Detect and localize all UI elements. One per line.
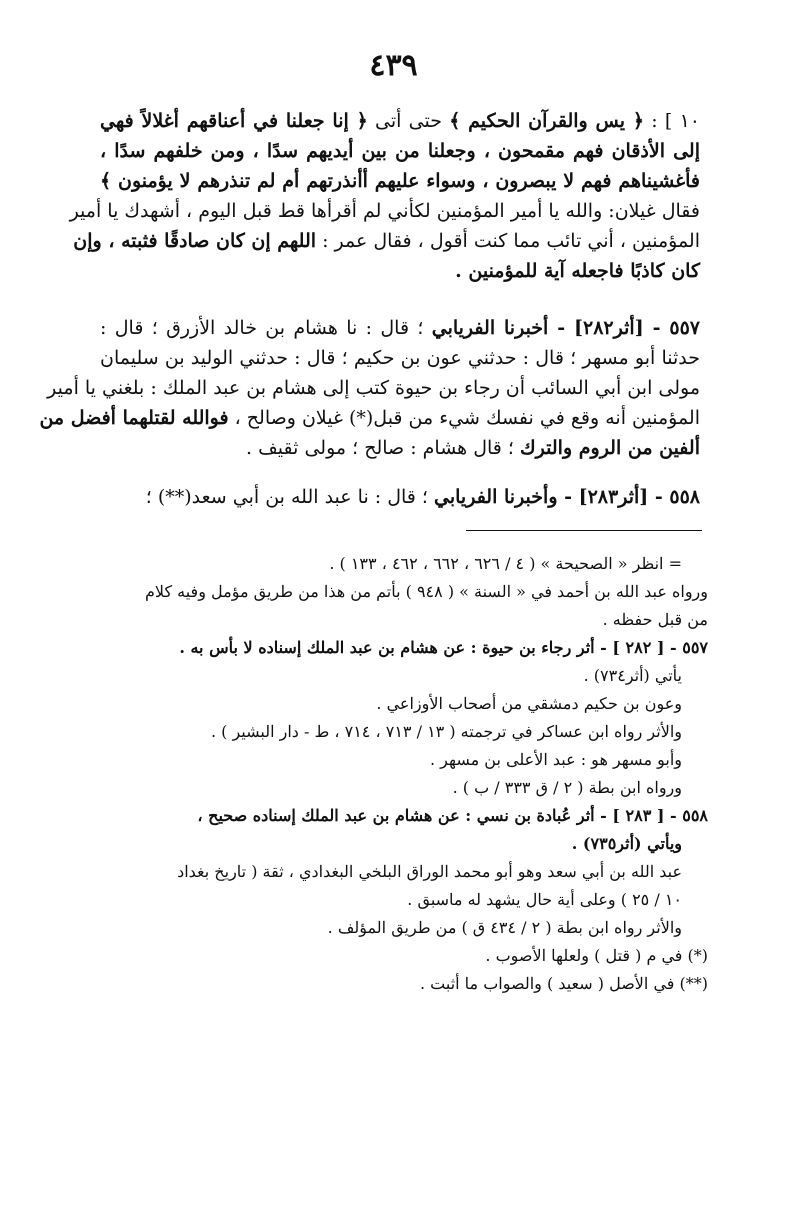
text-line bbox=[73, 226, 700, 256]
text-run: اللهم إن كان صادقًا فثبته ، وإن bbox=[73, 230, 317, 252]
footnote-line: يأتي (أثر٧٣٤) . bbox=[583, 666, 682, 685]
footnote-line: ٥٥٧ - [ ٢٨٢ ] - أثر رجاء بن حيوة : عن هشام بن عبد الملك إسناده لا بأس به . bbox=[179, 638, 708, 657]
footnote-line: عبد الله بن أبي سعد وهو أبو محمد الوراق البلخي البغدادي ، ثقة ( تاريخ بغداد bbox=[177, 862, 682, 881]
footnote-line: والأثر رواه ابن بطة ( ٢ / ٤٣٤ ق ) من طريق المؤلف . bbox=[327, 918, 682, 937]
text-line bbox=[100, 482, 700, 512]
text-run: حتى أتى bbox=[367, 110, 450, 132]
text-line bbox=[69, 196, 700, 226]
text-run: مولى ابن أبي السائب أن رجاء بن حيوة كتب إلى هشام بن عبد الملك : بلغني يا أمير bbox=[47, 377, 700, 399]
paragraph-558 bbox=[100, 482, 700, 512]
footnote-line: = انظر « الصحيحة » ( ٤ / ٦٢٦ ، ٦٦٢ ، ٤٦٢ ، ١٣٣ ) . bbox=[329, 554, 682, 573]
footnote-line: ١٠ / ٢٥ ) وعلى أية حال يشهد له ماسبق . bbox=[407, 890, 682, 909]
text-line bbox=[100, 106, 700, 136]
text-run: المؤمنين أنه وقع في نفسك شيء من قبل(*) غيلان وصالح ، bbox=[228, 407, 700, 429]
footnote-line: (**) في الأصل ( سعيد ) والصواب ما أثبت . bbox=[419, 974, 708, 993]
text-run: ؛ قال : نا عبد الله بن أبي سعد(**) ؛ bbox=[145, 486, 435, 508]
text-line bbox=[100, 343, 700, 373]
text-run: إلى الأذقان فهم مقمحون ، وجعلنا من بين أيديهم سدًا ، ومن خلفهم سدًا ، bbox=[100, 140, 700, 162]
text-run: فقال غيلان: والله يا أمير المؤمنين لكأني لم أقرأها قط قبل اليوم ، أشهدك يا أمير bbox=[69, 200, 700, 222]
footnote-line: (*) في م ( قتل ) ولعلها الأصوب . bbox=[485, 946, 708, 965]
footnote-line: وعون بن حكيم دمشقي من أصحاب الأوزاعي . bbox=[376, 694, 682, 713]
text-run: ألفين من الروم والترك bbox=[520, 437, 700, 459]
page-number: ٤٣٩ bbox=[369, 48, 418, 83]
footnote-line: ويأتي (أثر٧٣٥) . bbox=[571, 834, 682, 853]
text-run: حدثنا أبو مسهر ؛ قال : حدثني عون بن حكيم ؛ قال : حدثني الوليد بن سليمان bbox=[100, 347, 700, 369]
footnote-line: من قبل حفظه . bbox=[602, 610, 708, 629]
text-run: فأغشيناهم فهم لا يبصرون ، وسواء عليهم أأنذرتهم أم لم تنذرهم لا يؤمنون ﴾ bbox=[100, 170, 700, 192]
paragraph-557 bbox=[39, 313, 701, 463]
text-run: ١٠ ] : bbox=[644, 110, 700, 132]
footnotes bbox=[96, 550, 708, 998]
text-line bbox=[100, 256, 700, 286]
text-line bbox=[100, 313, 700, 343]
footnote-line: وأبو مسهر هو : عبد الأعلى بن مسهر . bbox=[429, 750, 682, 769]
text-line bbox=[47, 373, 700, 403]
text-run: ؛ قال هشام : صالح ؛ مولى ثقيف . bbox=[246, 437, 521, 459]
text-run: كان كاذبًا فاجعله آية للمؤمنين . bbox=[455, 260, 700, 282]
text-line bbox=[100, 166, 700, 196]
text-run: ﴿ إنا جعلنا في أعناقهم أغلالاً فهي bbox=[100, 110, 368, 132]
text-line bbox=[100, 433, 700, 463]
text-run: المؤمنين ، أني تائب مما كنت أقول ، فقال عمر : bbox=[316, 230, 700, 252]
footnote-line: ورواه عبد الله بن أحمد في « السنة » ( ٩٤٨ ) بأتم من هذا من طريق مؤمل وفيه كلام bbox=[144, 582, 708, 601]
text-run: ٥٥٨ - [أثر٢٨٣] - وأخبرنا الفريابي bbox=[434, 486, 700, 508]
text-line bbox=[100, 136, 700, 166]
footnote-line: والأثر رواه ابن عساكر في ترجمته ( ١٣ / ٧١٣ ، ٧١٤ ، ط - دار البشير ) . bbox=[210, 722, 682, 741]
footnote-line: ٥٥٨ - [ ٢٨٣ ] - أثر عُبادة بن نسي : عن هشام بن عبد الملك إسناده صحيح ، bbox=[197, 806, 708, 825]
text-run: ؛ قال : نا هشام بن خالد الأزرق ؛ قال : bbox=[100, 317, 432, 339]
paragraph-1 bbox=[69, 106, 700, 286]
text-line bbox=[39, 403, 700, 433]
text-run: ٥٥٧ - [أثر٢٨٢] - أخبرنا الفريابي bbox=[431, 317, 701, 339]
footnote-line: ورواه ابن بطة ( ٢ / ق ٣٣٣ / ب ) . bbox=[452, 778, 682, 797]
footnote-divider bbox=[466, 530, 702, 531]
text-run: فوالله لقتلهما أفضل من bbox=[39, 407, 229, 429]
text-run: ﴿ يس والقرآن الحكيم ﴾ bbox=[449, 110, 645, 132]
